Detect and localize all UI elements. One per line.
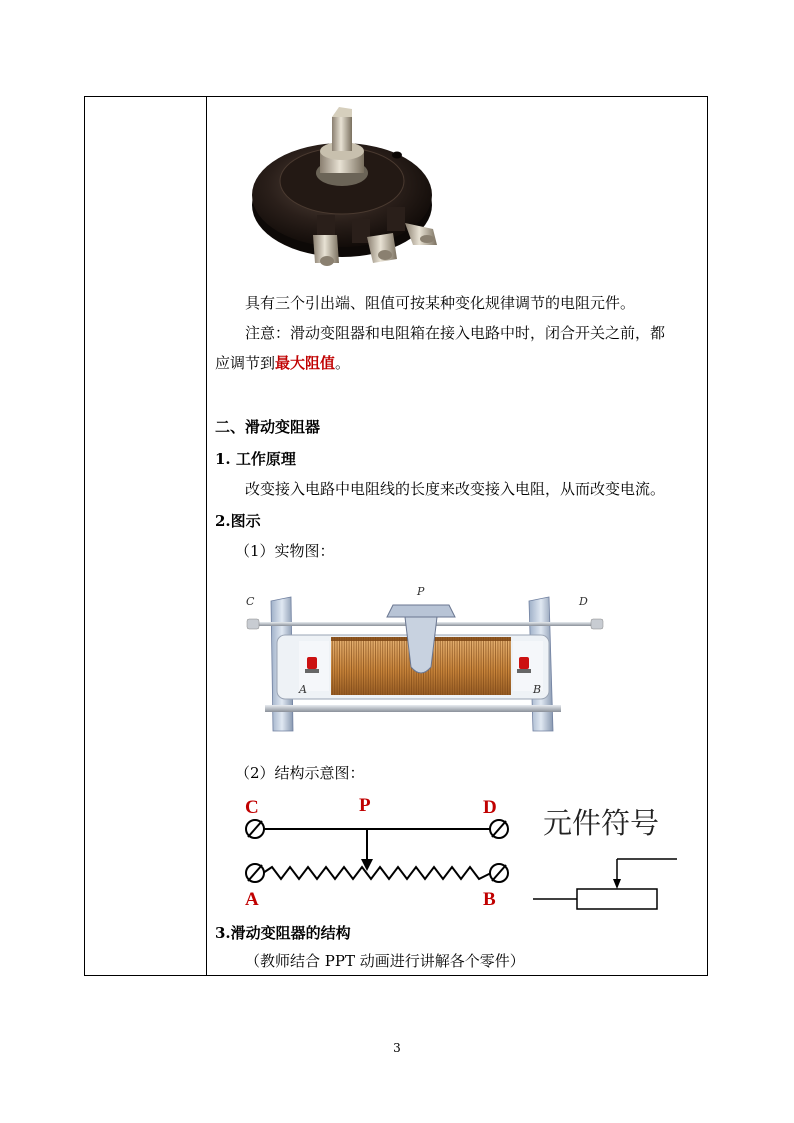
potentiometer-image bbox=[247, 103, 447, 273]
section-2-title: 二、滑动变阻器 bbox=[215, 418, 321, 436]
subsection-3-text: （教师结合 PPT 动画进行讲解各个零件） bbox=[245, 952, 525, 970]
note-line-2 bbox=[215, 353, 350, 373]
rheostat-schematic bbox=[233, 793, 533, 913]
component-symbol-title: 元件符号 bbox=[543, 806, 660, 840]
note-line-1: 注意：滑动变阻器和电阻箱在接入电路中时，闭合开关之前，都 bbox=[245, 324, 666, 342]
subsection-1-title: 1. 工作原理 bbox=[215, 450, 296, 468]
schematic-label-c: C bbox=[245, 797, 259, 818]
page-number: 3 bbox=[393, 1041, 401, 1055]
note-line-2-prefix: 应调节到 bbox=[215, 354, 276, 372]
terminal-label-a: A bbox=[299, 683, 307, 696]
slider-label-p: P bbox=[417, 585, 425, 598]
rheostat-photo bbox=[243, 581, 609, 737]
table-right-column bbox=[207, 97, 707, 975]
subsection-1-text: 改变接入电路中电阻线的长度来改变接入电阻，从而改变电流。 bbox=[245, 480, 666, 498]
schematic-label-b: B bbox=[483, 889, 496, 910]
potentiometer-description: 具有三个引出端、阻值可按某种变化规律调节的电阻元件。 bbox=[245, 294, 636, 312]
subsection-3-title: 3.滑动变阻器的结构 bbox=[215, 924, 351, 942]
schematic-label-a: A bbox=[245, 889, 259, 910]
terminal-label-d: D bbox=[579, 595, 588, 608]
schematic-label-d: D bbox=[483, 797, 497, 818]
subsection-2-title: 2.图示 bbox=[215, 512, 261, 530]
schematic-label-p: P bbox=[359, 795, 371, 816]
item-1-label: （1）实物图： bbox=[235, 542, 335, 560]
terminal-label-c: C bbox=[246, 595, 255, 608]
lesson-table bbox=[84, 96, 708, 976]
note-line-2-suffix: 。 bbox=[335, 354, 351, 372]
rheostat-symbol bbox=[529, 853, 689, 917]
table-left-column bbox=[85, 97, 207, 975]
item-2-label: （2）结构示意图： bbox=[235, 764, 365, 782]
terminal-label-b: B bbox=[533, 683, 542, 696]
max-resistance-highlight: 最大阻值 bbox=[275, 354, 336, 372]
